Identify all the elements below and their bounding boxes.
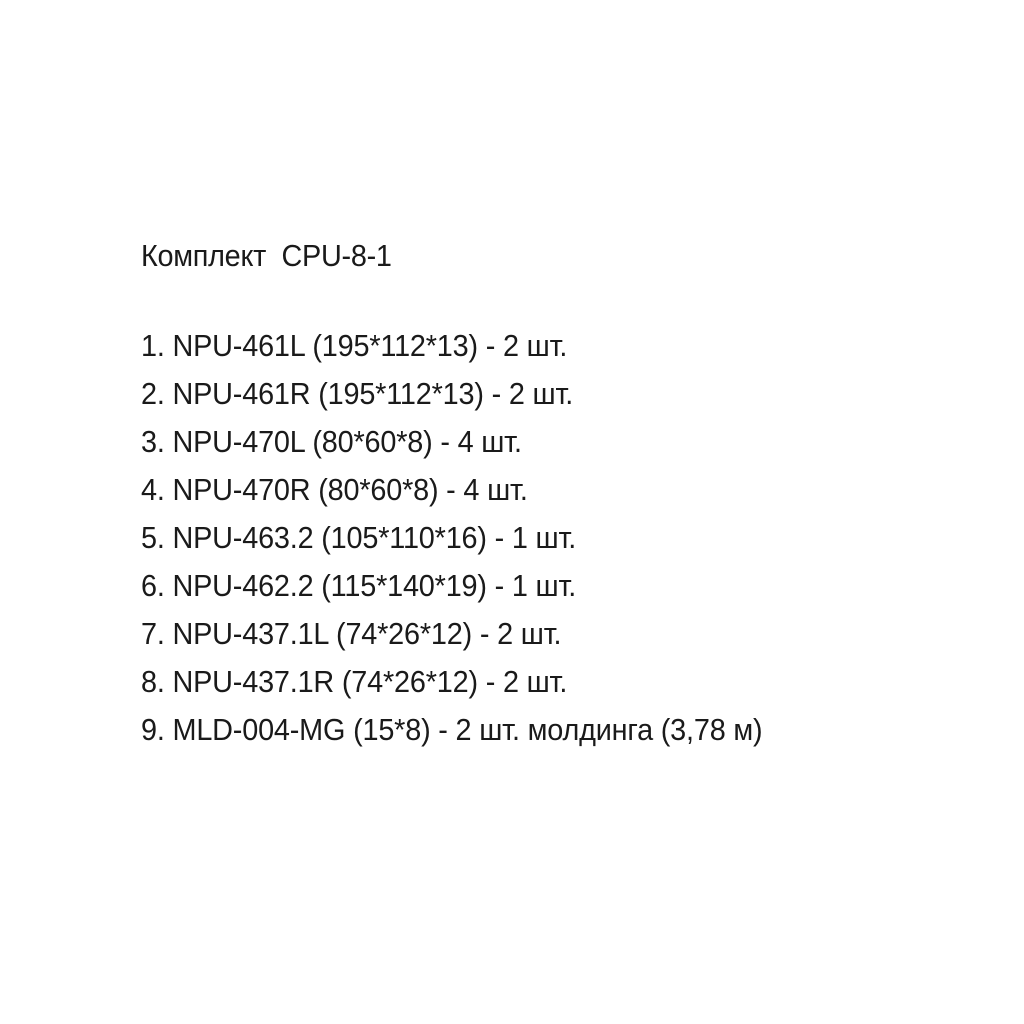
list-item: 1. NPU-461L (195*112*13) - 2 шт. bbox=[141, 328, 568, 363]
list-item: 8. NPU-437.1R (74*26*12) - 2 шт. bbox=[141, 664, 568, 699]
list-item: 4. NPU-470R (80*60*8) - 4 шт. bbox=[141, 472, 528, 507]
list-item: 7. NPU-437.1L (74*26*12) - 2 шт. bbox=[141, 616, 562, 651]
kit-title: Комплект CPU-8-1 bbox=[141, 238, 392, 273]
list-item: 9. MLD-004-MG (15*8) - 2 шт. молдинга (3,78 м) bbox=[141, 712, 763, 747]
kit-document bbox=[141, 232, 1001, 754]
list-item: 6. NPU-462.2 (115*140*19) - 1 шт. bbox=[141, 568, 577, 603]
parts-list bbox=[141, 322, 1001, 754]
list-item: 5. NPU-463.2 (105*110*16) - 1 шт. bbox=[141, 520, 577, 555]
list-item: 3. NPU-470L (80*60*8) - 4 шт. bbox=[141, 424, 522, 459]
list-item: 2. NPU-461R (195*112*13) - 2 шт. bbox=[141, 376, 574, 411]
